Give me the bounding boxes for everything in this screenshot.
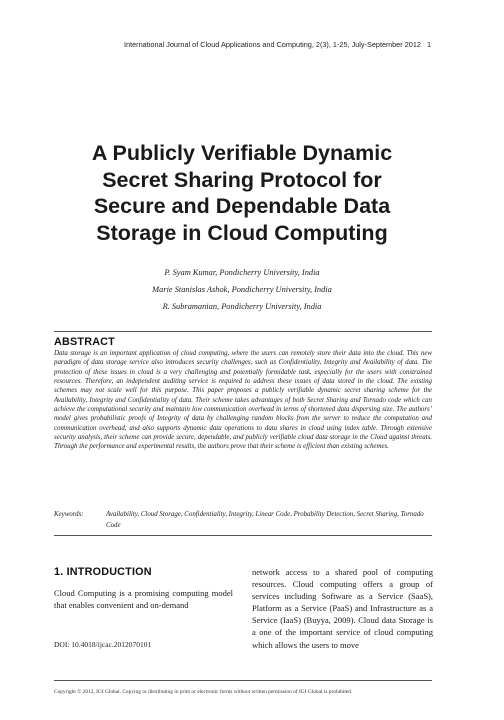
paper-title [40, 140, 444, 246]
title-line: A Publicly Verifiable Dynamic [91, 141, 393, 165]
keywords-list: Availability, Cloud Storage, Confidentiality, Integrity, Linear Code, Probability Detection, Secret Sharing, Tornado Code [106, 511, 424, 529]
title-line: Storage in Cloud Computing [96, 220, 388, 245]
title-line: Secret Sharing Protocol for [102, 167, 382, 192]
author: Marie Stanislas Ashok, Pondicherry University, India [152, 285, 332, 294]
introduction-left-column: Cloud Computing is a promising computing model that enables convenient and on-demand [54, 588, 233, 611]
abstract-heading: ABSTRACT [54, 336, 115, 348]
introduction-right-column: network access to a shared pool of computing resources. Cloud computing offers a group of services including Software as a Service (SaaS), Platform as a Service (PaaS) and Infrastructure as a Service (IaaS) (Buyya, 2009). Cloud data Storage is a one of the important service of cloud computing which allows the users to move [252, 567, 433, 650]
page-number: 1 [426, 40, 431, 49]
keywords [54, 510, 432, 531]
running-header [124, 40, 431, 49]
abstract-top-rule [54, 331, 432, 332]
keywords-label: Keywords: [54, 511, 84, 518]
author-list [60, 264, 424, 315]
author: R. Subramanian, Pondicherry University, India [162, 302, 322, 311]
journal-citation: International Journal of Cloud Applications and Computing, 2(3), 1-25, July-September 2012 [124, 40, 421, 49]
abstract-text: Data storage is an important application of cloud computing, where the users can remotely store their data into the cloud. This new paradigm of data storage service also introduces security challenges, such as Confidentiality, Integrity and Availability of data. The protection of these issues in cloud is a very challenging and potentially formidable task, especially for the users with constrained resources. Therefore, an independent auditing service is required to address these issues of data stored in the cloud. The existing schemes may not scale well for this purpose. This paper proposes a publicly verifiable dynamic secret sharing scheme for the Availability, Integrity and Confidentiality of data. Their scheme takes advantages of both Secret Sharing and Tornado code which can achieve the computational security and maintain low communication overhead in terms of shortened data dispersing size. The authors’ model gives probabilistic proofs of Integrity of data by challenging random blocks from the server to reduce the computation and communication overhead, and also supports dynamic data operations to data shares in cloud using index table. Through extensive security analysis, their scheme can provide secure, dependable, and publicly verifiable cloud data storage in the Cloud against threats. Through the performance and experimental results, the authors prove that their scheme is efficient than existing schemes. [54, 350, 432, 451]
doi: DOI: 10.4018/ijcac.2012070101 [54, 640, 152, 649]
author: P. Syam Kumar, Pondicherry University, India [164, 268, 320, 277]
copyright-footer: Copyright © 2012, IGI Global. Copying or distributing in print or electronic forms without written permission of IGI Global is prohibited. [54, 689, 353, 695]
abstract-bottom-rule [54, 535, 432, 536]
footer-rule [54, 680, 432, 681]
title-line: Secure and Dependable Data [93, 194, 391, 218]
introduction-heading: 1. INTRODUCTION [54, 566, 152, 578]
